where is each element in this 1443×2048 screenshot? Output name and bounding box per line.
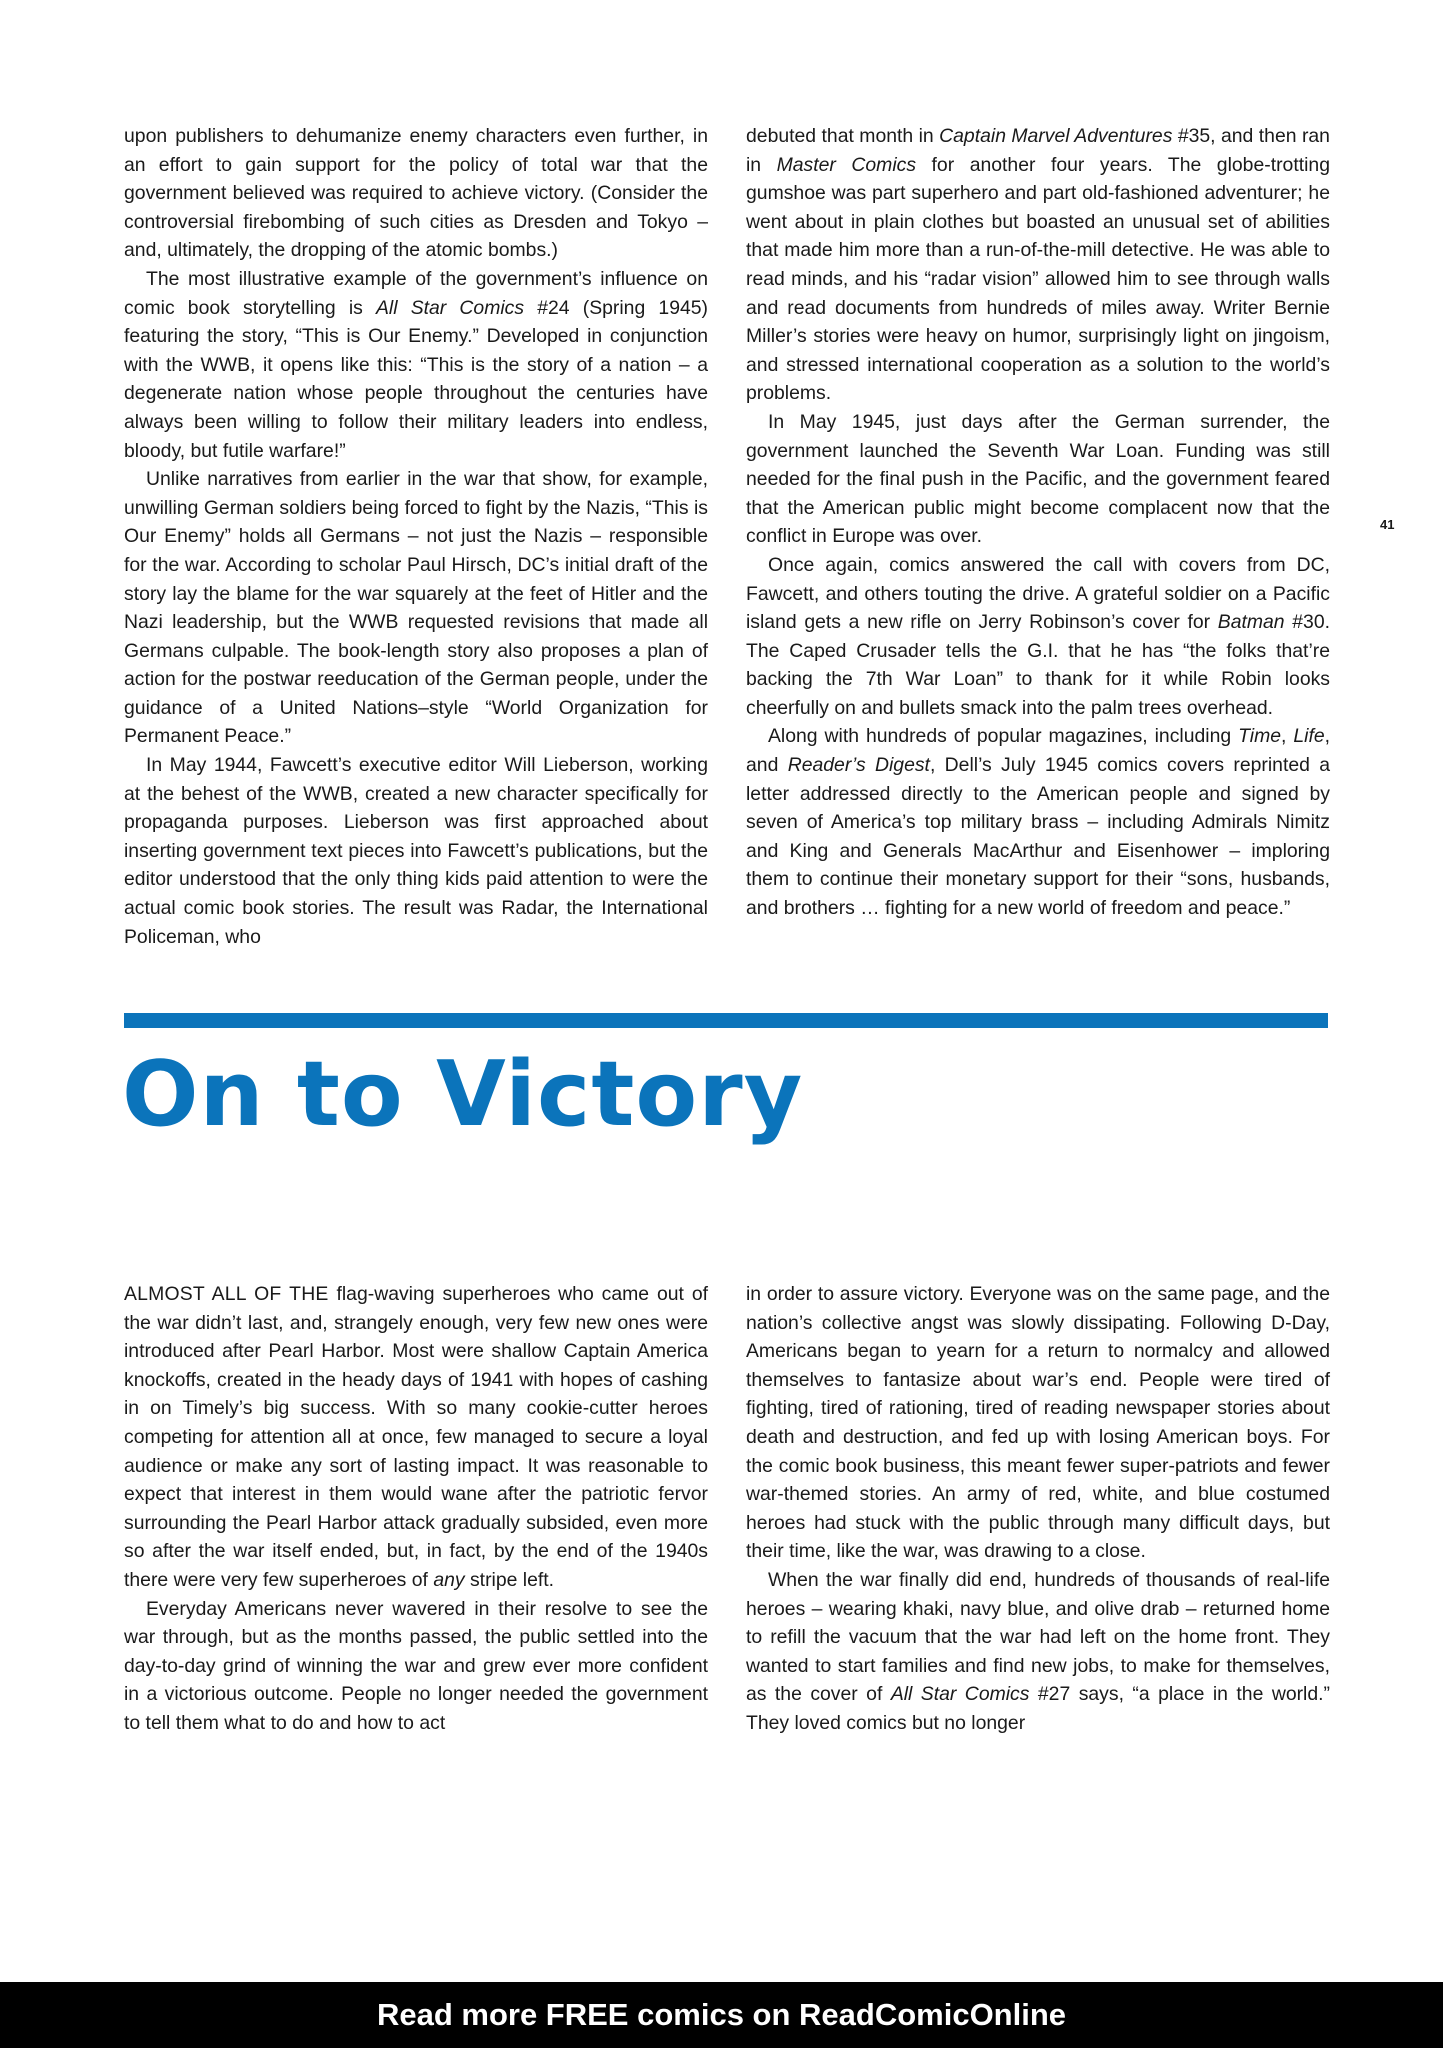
section-divider xyxy=(124,1013,1328,1028)
paragraph-text: Once again, comics answered the call with covers from DC, Fawcett, and others touting the drive. A grateful soldier on a Pacific island gets a new rifle on Jerry Robinson’s cover for xyxy=(746,553,1330,634)
paragraph xyxy=(124,265,708,465)
paragraph xyxy=(124,122,708,265)
paragraph-text: In May 1944, Fawcett’s executive editor Will Lieberson, working at the behest of the WWB, created a new character specifically for propaganda purposes. Lieberson was first approached about inserting government text pieces into Fawcett’s publications, but the editor understood that the only thing kids paid attention to were the actual comic book stories. The result was Radar, the International Policeman, who xyxy=(124,754,708,948)
paragraph-text: stripe left. xyxy=(464,1568,555,1591)
comic-title: All Star Comics xyxy=(890,1683,1030,1706)
magazine-title: Reader’s Digest xyxy=(787,754,930,777)
page-number: 41 xyxy=(1380,517,1395,532)
paragraph xyxy=(746,551,1330,723)
footer-link-text[interactable]: Read more FREE comics on ReadComicOnline xyxy=(376,1997,1067,2032)
paragraph-text: , xyxy=(1281,725,1294,748)
comic-title: Master Comics xyxy=(776,153,917,176)
paragraph xyxy=(124,1280,708,1595)
magazine-title: Life xyxy=(1293,725,1325,748)
top-left-column xyxy=(124,122,708,951)
top-right-column xyxy=(746,122,1330,923)
magazine-title: Time xyxy=(1238,725,1282,748)
paragraph-text: #27 says, “a place in the world.” They loved comics but no longer xyxy=(746,1683,1330,1734)
paragraph-text: #30. The Caped Crusader tells the G.I. that he has “the folks that’re backing the 7th War Loan” to thank for it while Robin looks cheerfully on and bullets smack into the palm trees overhead. xyxy=(746,611,1330,719)
paragraph xyxy=(746,722,1330,922)
paragraph-text: Unlike narratives from earlier in the war that show, for example, unwilling German soldiers being forced to fight by the Nazis, “This is Our Enemy” holds all Germans – not just the Nazis – responsible for the war. According to scholar Paul Hirsch, DC’s initial draft of the story lay the blame for the war squarely at the feet of Hitler and the Nazi leadership, but the WWB requested revisions that made all Germans culpable. The book-length story also proposes a plan of action for the postwar reeducation of the German people, under the guidance of a United Nations–style “World Organization for Permanent Peace.” xyxy=(124,468,708,748)
bottom-right-column xyxy=(746,1280,1330,1738)
paragraph-text: Everyday Americans never wavered in their resolve to see the war through, but as the months passed, the public settled into the day-to-day grind of winning the war and grew ever more confident in a victorious outcome. People no longer needed the government to tell them what to do and how to act xyxy=(124,1597,708,1734)
paragraph-text: in order to assure victory. Everyone was on the same page, and the nation’s collective angst was slowly dissipating. Following D-Day, Americans began to yearn for a return to normalcy and allowed themselves to fantasize about war’s end. People were tired of fighting, tired of rationing, tired of reading newspaper stories about death and destruction, and fed up with losing American boys. For the comic book business, this meant fewer super-patriots and fewer war-themed stories. An army of red, white, and blue costumed heroes had stuck with the public through many difficult days, but their time, like the war, was drawing to a close. xyxy=(746,1283,1330,1563)
comic-title: All Star Comics xyxy=(376,296,525,319)
paragraph xyxy=(746,408,1330,551)
paragraph-text: upon publishers to dehumanize enemy characters even further, in an effort to gain support for the policy of total war that the government believed was required to achieve victory. (Consider the controversial firebombing of such cities as Dresden and Tokyo – and, ultimately, the dropping of the atomic bombs.) xyxy=(124,125,708,262)
paragraph-text: , and xyxy=(746,725,1331,777)
paragraph-text: #35, and then ran in xyxy=(746,125,1330,176)
paragraph-text: debuted that month in xyxy=(746,125,940,147)
bottom-left-column xyxy=(124,1280,708,1738)
paragraph-text: for another four years. The globe-trotting gumshoe was part superhero and part old-fashioned adventurer; he went about in plain clothes but boasted an unusual set of abilities that made him more than a run-of-the-mill detective. He was able to read minds, and his “radar vision” allowed him to see through walls and read documents from hundreds of miles away. Writer Bernie Miller’s stories were heavy on humor, surprisingly light on jingoism, and stressed international cooperation as a solution to the world’s problems. xyxy=(746,153,1330,405)
paragraph xyxy=(124,751,708,951)
section-heading: On to Victory xyxy=(122,1042,804,1147)
paragraph xyxy=(124,465,708,751)
footer-banner[interactable] xyxy=(0,1982,1443,2048)
comic-title: Batman xyxy=(1217,611,1285,634)
comic-title: Captain Marvel Adventures xyxy=(939,125,1173,147)
paragraph xyxy=(124,1595,708,1738)
paragraph-text: flag-waving superheroes who came out of the war didn’t last, and, strangely enough, very few new ones were introduced after Pearl Harbor. Most were shallow Captain America knockoffs, created in the heady days of 1941 with hopes of cashing in on Timely’s big success. With so many cookie-cutter heroes competing for attention all at once, few managed to secure a loyal audience or make any sort of lasting impact. It was reasonable to expect that interest in them would wane after the patriotic fervor surrounding the Pearl Harbor attack gradually subsided, even more so after the war itself ended, but, in fact, by the end of the 1940s there were very few superheroes of xyxy=(124,1283,708,1591)
emphasis: any xyxy=(433,1568,465,1591)
paragraph-text: Along with hundreds of popular magazines, including xyxy=(768,725,1239,748)
paragraph-text: #24 (Spring 1945) featuring the story, “This is Our Enemy.” Developed in conjunction with the WWB, it opens like this: “This is the story of a nation – a degenerate nation whose people throughout the centuries have always been willing to follow their military leaders into endless, bloody, but futile warfare!” xyxy=(124,296,709,462)
paragraph-text: When the war finally did end, hundreds of thousands of real-life heroes – wearing khaki, navy blue, and olive drab – returned home to refill the vacuum that the war had left on the home front. They wanted to start families and find new jobs, to make for themselves, as the cover of xyxy=(746,1568,1330,1706)
paragraph-text: In May 1945, just days after the German surrender, the government launched the Seventh War Loan. Funding was still needed for the final push in the Pacific, and the government feared that the American public might become complacent now that the conflict in Europe was over. xyxy=(746,410,1330,548)
paragraph xyxy=(746,1566,1330,1738)
paragraph-text: , Dell’s July 1945 comics covers reprinted a letter addressed directly to the American people and signed by seven of America’s top military brass – including Admirals Nimitz and King and Generals MacArthur and Eisenhower – imploring them to continue their monetary support for their “sons, husbands, and brothers … fighting for a new world of freedom and peace.” xyxy=(746,754,1331,920)
lead-in: ALMOST ALL OF THE xyxy=(124,1283,329,1305)
paragraph xyxy=(746,122,1330,408)
paragraph xyxy=(746,1280,1330,1566)
paragraph-text: The most illustrative example of the government’s influence on comic book storytelling is xyxy=(124,267,708,319)
